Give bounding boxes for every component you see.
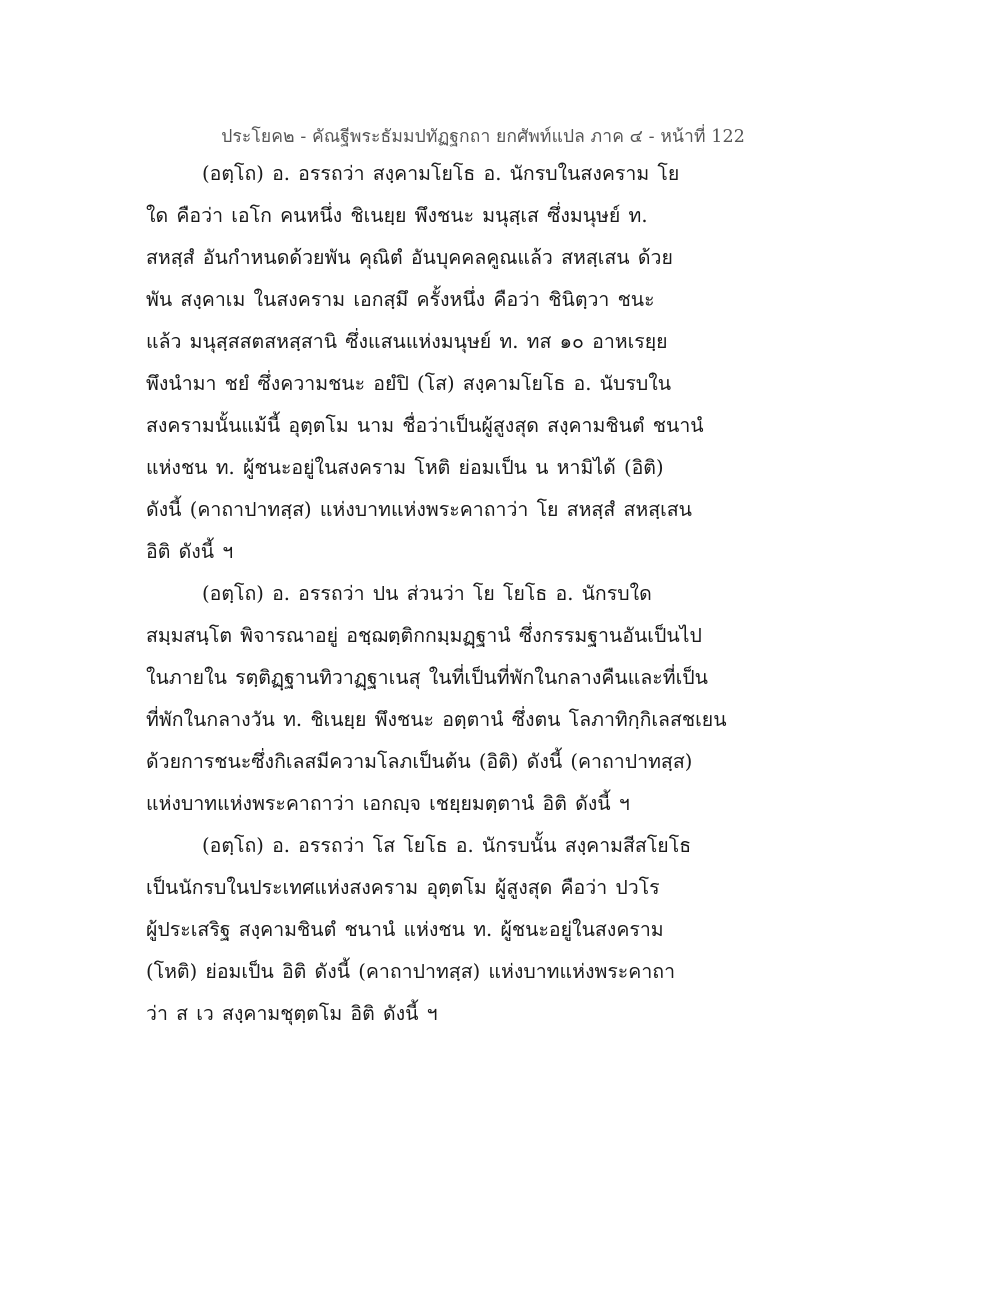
paragraph-3-line: ผู้ประเสริฐ สงฺคามชินตํ ชนานํ แห่งชน ท. ผู้ชนะอยู่ในสงคราม — [146, 918, 664, 941]
paragraph-1-line: แห่งชน ท. ผู้ชนะอยู่ในสงคราม โหติ ย่อมเป็น น หามิได้ (อิติ) — [146, 456, 664, 479]
paragraph-1-line: ใด คือว่า เอโก คนหนึ่ง ชิเนยฺย พึงชนะ มนุสฺเส ซึ่งมนุษย์ ท. — [146, 204, 648, 227]
paragraph-2-line: ในภายใน รตฺติฏฺฐานทิวาฏฺฐาเนสุ ในที่เป็นที่พักในกลางคืนและที่เป็น — [146, 666, 708, 689]
running-header: ประโยค๒ - คัณฐีพระธัมมปทัฏฐกถา ยกศัพท์แปล ภาค ๔ - หน้าที่ 122 — [221, 127, 745, 147]
paragraph-3-line: (อตฺโถ) อ. อรรถว่า โส โยโธ อ. นักรบนั้น สงฺคามสีสโยโธ — [202, 834, 692, 857]
paragraph-1-line: ดังนี้ (คาถาปาทสฺส) แห่งบาทแห่งพระคาถาว่า โย สหสฺสํ สหสฺเสน — [146, 498, 692, 521]
paragraph-1-line: (อตฺโถ) อ. อรรถว่า สงฺคามโยโธ อ. นักรบในสงคราม โย — [202, 162, 680, 185]
paragraph-1-line: สหสฺสํ อันกำหนดด้วยพัน คุณิตํ อันบุคคลคูณแล้ว สหสฺเสน ด้วย — [146, 246, 673, 269]
paragraph-2-line: สมฺมสนฺโต พิจารณาอยู่ อชฺฌตฺติกกมฺมฏฺฐานํ ซึ่งกรรมฐานอันเป็นไป — [146, 624, 702, 647]
paragraph-1-line: สงครามนั้นแม้นี้ อุตฺตโม นาม ชื่อว่าเป็นผู้สูงสุด สงฺคามชินตํ ชนานํ — [146, 414, 704, 437]
paragraph-3-line: เป็นนักรบในประเทศแห่งสงคราม อุตฺตโม ผู้สูงสุด คือว่า ปวโร — [146, 876, 660, 899]
paragraph-1-line: อิติ ดังนี้ ฯ — [146, 540, 234, 563]
paragraph-3-line: (โหติ) ย่อมเป็น อิติ ดังนี้ (คาถาปาทสฺส) แห่งบาทแห่งพระคาถา — [146, 960, 676, 983]
paragraph-1-line: พึงนำมา ชยํ ซึ่งความชนะ อยํปิ (โส) สงฺคามโยโธ อ. นับรบใน — [146, 372, 672, 395]
paragraph-1-line: แล้ว มนุสฺสสตสหสฺสานิ ซึ่งแสนแห่งมนุษย์ ท. ทส ๑๐ อาหเรยฺย — [146, 330, 668, 353]
paragraph-2-line: ที่พักในกลางวัน ท. ชิเนยฺย พึงชนะ อตฺตานํ ซึ่งตน โลภาทิกฺกิเลสชเยน — [146, 708, 727, 731]
paragraph-2-line: (อตฺโถ) อ. อรรถว่า ปน ส่วนว่า โย โยโธ อ. นักรบใด — [202, 582, 652, 605]
paragraph-2-line: แห่งบาทแห่งพระคาถาว่า เอกญฺจ เชยฺยมตฺตานํ อิติ ดังนี้ ฯ — [146, 792, 630, 815]
paragraph-3-line: ว่า ส เว สงฺคามชุตฺตโม อิติ ดังนี้ ฯ — [146, 1002, 438, 1025]
paragraph-2-line: ด้วยการชนะซึ่งกิเลสมีความโลภเป็นต้น (อิติ) ดังนี้ (คาถาปาทสฺส) — [146, 750, 693, 773]
paragraph-1-line: พัน สงฺคาเม ในสงคราม เอกสฺมึ ครั้งหนึ่ง คือว่า ชินิตฺวา ชนะ — [146, 288, 655, 311]
body-text — [146, 158, 726, 1040]
